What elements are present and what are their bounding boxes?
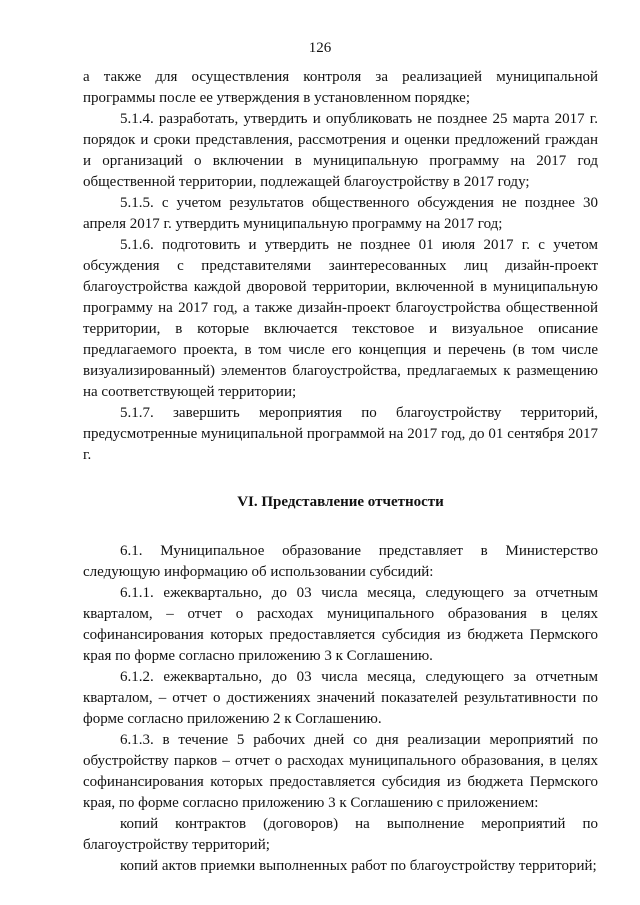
paragraph: 5.1.7. завершить мероприятия по благоустройству территорий, предусмотренные муниципальной программой на 2017 год, до 01 сентября 2017 г. <box>83 405 598 463</box>
paragraph: 5.1.5. с учетом результатов общественного обсуждения не позднее 30 апреля 2017 г. утвердить муниципальную программу на 2017 год; <box>83 195 598 232</box>
paragraph: 6.1.1. ежеквартально, до 03 числа месяца, следующего за отчетным кварталом, – отчет о расходах муниципального образования в целях софинансирования которых предоставляется субсидия из бюджета Пермского края по форме согласно приложению 3 к Соглашению. <box>83 585 598 664</box>
document-body <box>83 67 598 877</box>
paragraph: 6.1. Муниципальное образование представляет в Министерство следующую информацию об использовании субсидий: <box>83 543 598 580</box>
paragraph: копий контрактов (договоров) на выполнение мероприятий по благоустройству территорий; <box>83 816 598 853</box>
paragraphs-before-section <box>83 67 598 466</box>
paragraph: 6.1.2. ежеквартально, до 03 числа месяца, следующего за отчетным кварталом, – отчет о достижениях значений показателей результативности по форме согласно приложению 2 к Соглашению. <box>83 669 598 727</box>
paragraph: копий актов приемки выполненных работ по благоустройству территорий; <box>120 858 597 874</box>
paragraph: 5.1.6. подготовить и утвердить не позднее 01 июля 2017 г. с учетом обсуждения с представителями заинтересованных лиц дизайн-проект благоустройства каждой дворовой территории, включенной в муниципальную программу на 2017 год, а также дизайн-проект благоустройства общественной территории, в которые включается текстовое и визуальное описание предлагаемого проекта, в том числе его концепция и перечень (в том числе визуализированный) элементов благоустройства, предлагаемых к размещению на соответствующей территории; <box>83 237 598 400</box>
paragraph: а также для осуществления контроля за реализацией муниципальной программы после ее утверждения в установленном порядке; <box>83 69 598 106</box>
page-number: 126 <box>308 40 332 56</box>
paragraph: 5.1.4. разработать, утвердить и опубликовать не позднее 25 марта 2017 г. порядок и сроки представления, рассмотрения и оценки предложений граждан и организаций о включении в муниципальную программу на 2017 год общественной территории, подлежащей благоустройству в 2017 году; <box>83 111 598 190</box>
paragraphs-after-section <box>83 541 598 877</box>
paragraph: 6.1.3. в течение 5 рабочих дней со дня реализации мероприятий по обустройству парков – отчет о расходах муниципального образования, в целях софинансирования которых предоставляется субсидия из бюджета Пермского края, по форме согласно приложению 3 к Соглашению с приложением: <box>83 732 598 811</box>
section-heading: VI. Представление отчетности <box>237 494 444 510</box>
